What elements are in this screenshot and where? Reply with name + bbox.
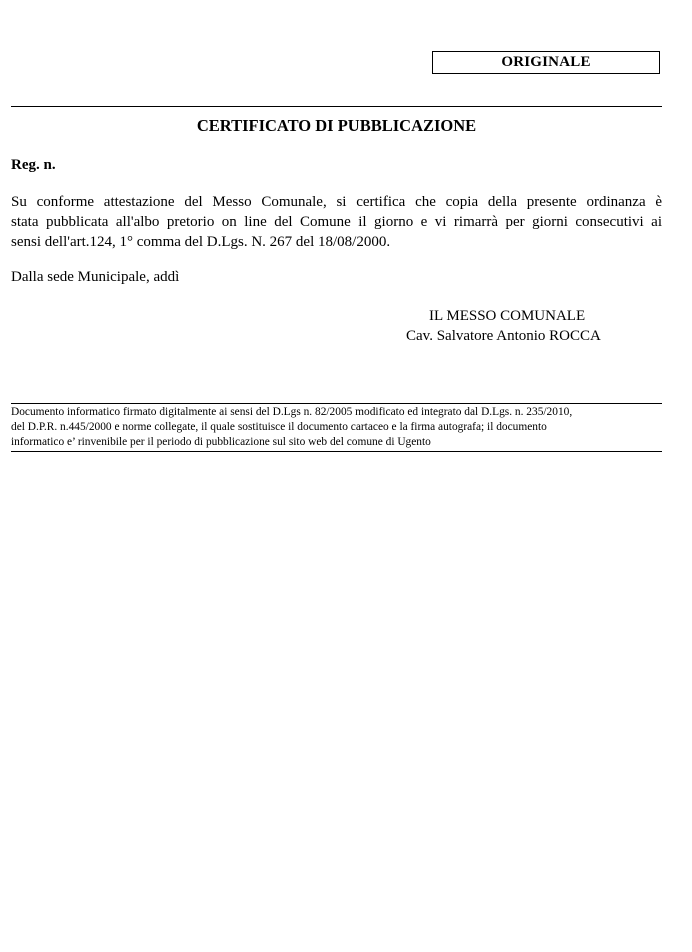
notice-line: del D.P.R. n.445/2000 e norme collegate, il quale sostituisce il documento cartaceo e la firma autografa; il documento [11, 421, 547, 433]
certificate-body [11, 192, 662, 252]
notice-line: informatico e’ rinvenibile per il periodo di pubblicazione sul sito web del comune di Ugento [11, 436, 431, 448]
certificate-body-line: Su conforme attestazione del Messo Comunale, si certifica che copia della presente ordinanza è [11, 194, 662, 210]
certificate-title: CERTIFICATO DI PUBBLICAZIONE [196, 116, 477, 135]
certificate-body-line: stata pubblicata all'albo pretorio on line del Comune il giorno e vi rimarrà per giorni consecutivi ai [11, 214, 662, 230]
digital-signature-notice [11, 405, 662, 450]
top-divider [11, 106, 662, 107]
signatory-name: Cav. Salvatore Antonio ROCCA [406, 328, 601, 344]
place-date-line: Dalla sede Municipale, addì [11, 269, 180, 285]
registration-number-label: Reg. n. [11, 157, 56, 173]
original-badge [432, 51, 660, 74]
footer-divider [11, 403, 662, 404]
notice-line: Documento informatico firmato digitalmente ai sensi del D.Lgs n. 82/2005 modificato ed integrato dal D.Lgs. n. 235/2010, [11, 406, 573, 418]
certificate-body-line: sensi dell'art.124, 1° comma del D.Lgs. N. 267 del 18/08/2000. [11, 234, 391, 250]
original-badge-label: ORIGINALE [501, 54, 591, 70]
signatory-role: IL MESSO COMUNALE [429, 308, 586, 324]
footer-bottom-divider [11, 451, 662, 452]
